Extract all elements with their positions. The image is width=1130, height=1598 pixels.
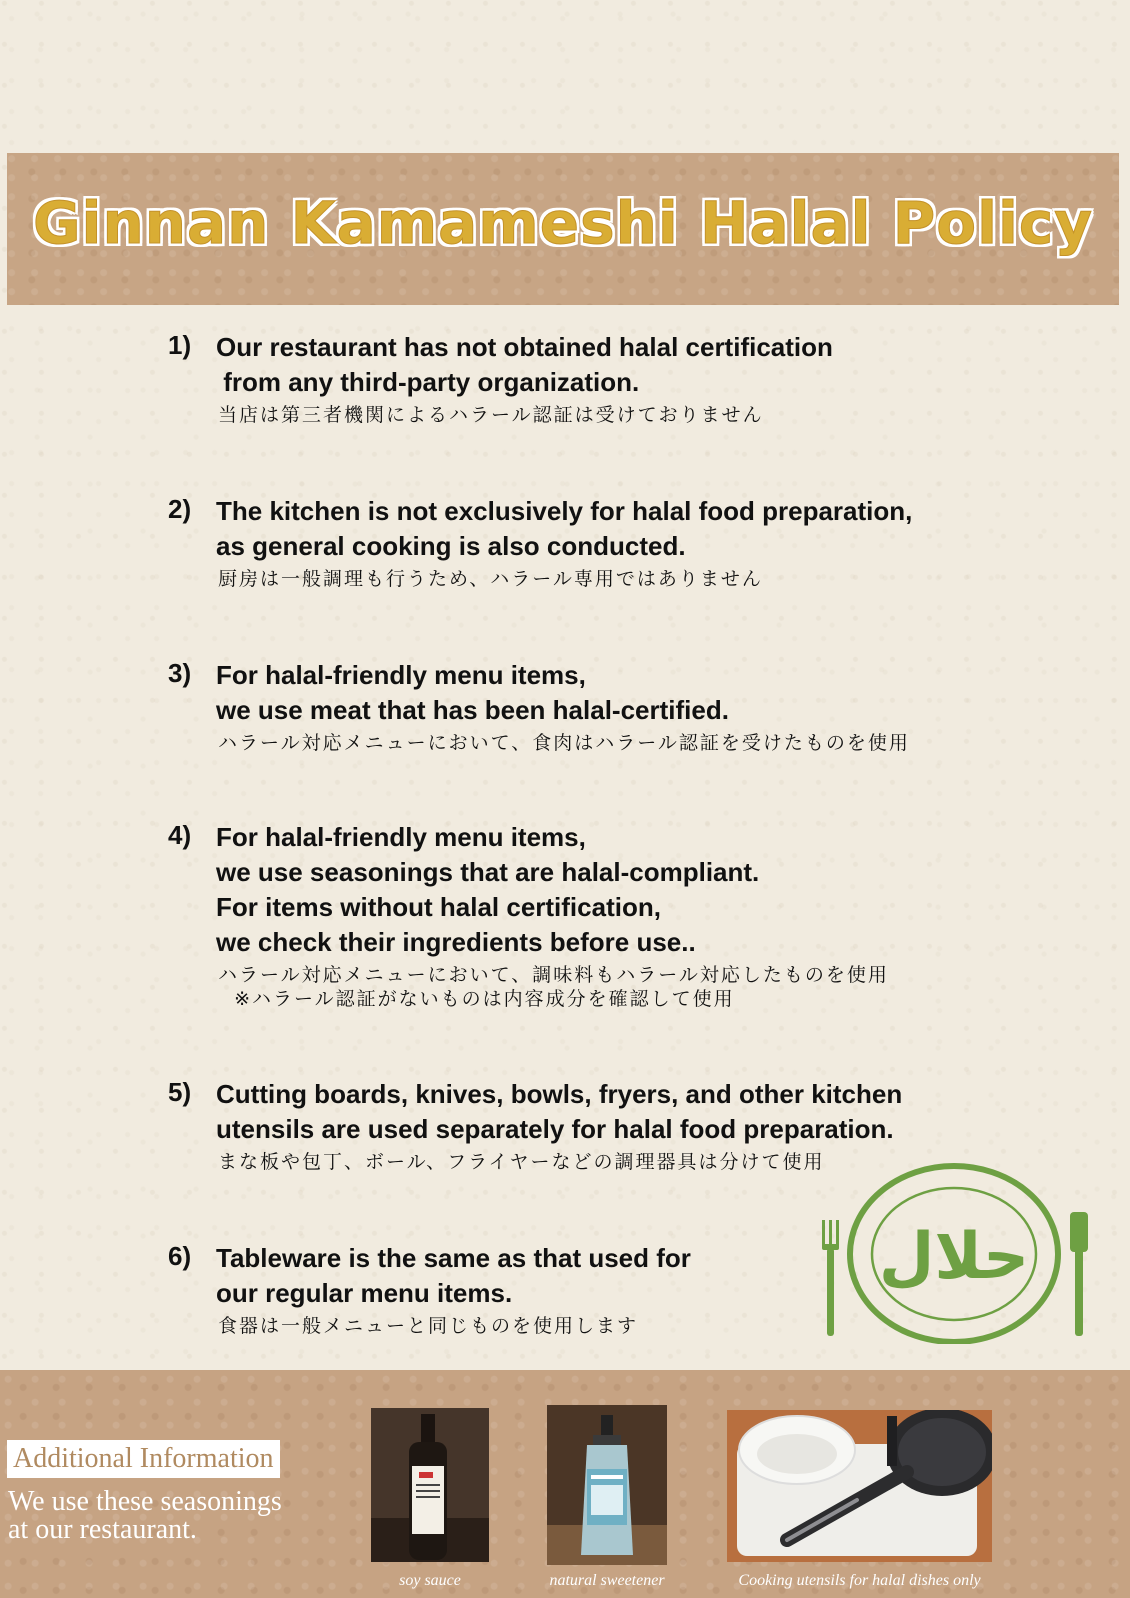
cooking-utensils-caption: Cooking utensils for halal dishes only <box>738 1572 981 1589</box>
policy-english: The kitchen is not exclusively for halal food preparation, as general cooking is also conducted. <box>216 496 913 561</box>
policy-number: 2) <box>168 494 192 524</box>
page-title: Ginnan Kamameshi Halal Policy <box>32 189 1094 257</box>
policy-english: Tableware is the same as that used for our regular menu items. <box>216 1243 691 1308</box>
additional-info-text: We use these seasonings at our restaurant. <box>8 1486 282 1545</box>
policy-japanese: ハラール対応メニューにおいて、調味料もハラール対応したものを使用 ※ハラール認証がないものは内容成分を確認して使用 <box>218 964 889 1010</box>
policy-number: 4) <box>168 820 192 850</box>
svg-text:حلال: حلال <box>878 1220 1030 1294</box>
policy-japanese: 食器は一般メニューと同じものを使用します <box>218 1315 639 1337</box>
policy-japanese: 当店は第三者機関によるハラール認証は受けておりません <box>218 404 764 426</box>
additional-info-label: Additional Information <box>7 1440 280 1478</box>
policy-japanese: 厨房は一般調理も行うため、ハラール専用ではありません <box>218 568 763 590</box>
policy-number: 3) <box>168 658 192 688</box>
policy-japanese: まな板や包丁、ボール、フライヤーなどの調理器具は分けて使用 <box>218 1151 825 1173</box>
title-banner <box>7 153 1119 305</box>
halal-logo-icon <box>818 1158 1108 1344</box>
natural-sweetener-photo <box>547 1405 667 1565</box>
policy-english: Our restaurant has not obtained halal certification from any third-party organization. <box>216 332 833 397</box>
policy-english: For halal-friendly menu items, we use seasonings that are halal-compliant. For items without halal certification, we check their ingredients before use.. <box>216 822 760 957</box>
policy-number: 6) <box>168 1241 192 1271</box>
policy-japanese: ハラール対応メニューにおいて、食肉はハラール認証を受けたものを使用 <box>218 732 910 754</box>
policy-english: Cutting boards, knives, bowls, fryers, and other kitchen utensils are used separately for halal food preparation. <box>216 1079 903 1144</box>
cooking-utensils-photo <box>727 1410 992 1562</box>
policy-number: 5) <box>168 1077 192 1107</box>
soy-sauce-photo <box>371 1408 489 1562</box>
soy-sauce-caption: soy sauce <box>399 1572 461 1589</box>
policy-number: 1) <box>168 330 192 360</box>
policy-english: For halal-friendly menu items, we use meat that has been halal-certified. <box>216 660 729 725</box>
additional-info-footer <box>0 1370 1130 1598</box>
natural-sweetener-caption: natural sweetener <box>549 1572 665 1589</box>
